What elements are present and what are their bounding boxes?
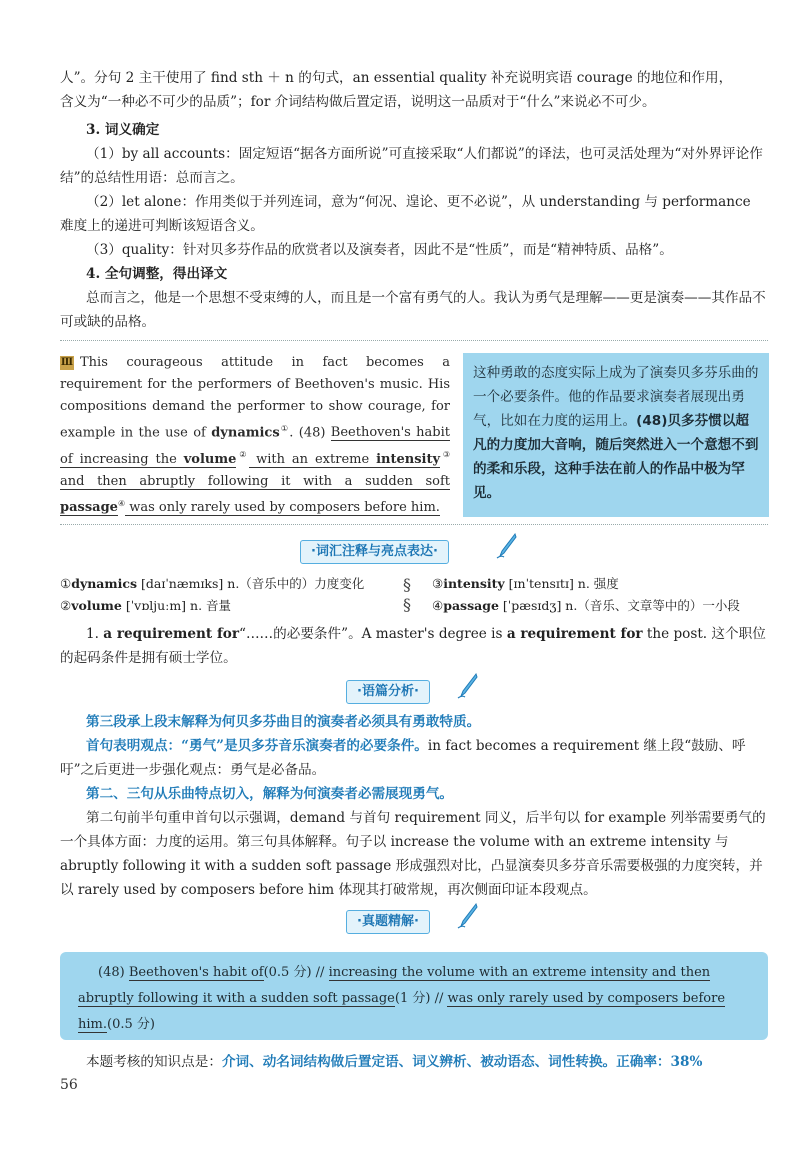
- analysis-heading-2: 第二、三句从乐曲特点切入，解释为何演奏者必需展现勇气。: [86, 786, 454, 802]
- vocab-def: [ˈpæsɪdʒ] n.（音乐、文章等中的）一小段: [498, 598, 740, 613]
- separator-glyph: §: [403, 575, 411, 594]
- note-marker-3: ③: [440, 450, 451, 460]
- intro-paragraph: [60, 66, 768, 114]
- underline-part-3: and then abruptly following it with a sudden soft: [60, 473, 450, 489]
- vocab-num: ④: [432, 598, 444, 613]
- note-meaning: “……的必要条件”。A master's degree is: [239, 626, 507, 642]
- vocab-def: [daɪˈnæmɪks] n.（音乐中的）力度变化: [137, 576, 365, 591]
- note-number: 1.: [86, 626, 104, 642]
- vocab-item: [60, 573, 380, 595]
- phrase-note: [60, 622, 768, 670]
- vocab-num: ②: [60, 598, 72, 613]
- divider: [60, 524, 768, 525]
- answer-part-2: increasing the volume with an extreme intensity and then abruptly following it with a sudden soft passage: [78, 965, 711, 1006]
- knowledge-points: [60, 1050, 768, 1074]
- translation-bold: (48)贝多芬惯以超凡的力度加大音响，随后突然进入一个意想不到的柔和乐段，这种手法在前人的作品中极为罕见。: [473, 413, 759, 501]
- underline-part-4: was only rarely used by composers before him.: [125, 499, 440, 515]
- passage-ref-48: . (48): [289, 425, 331, 441]
- knowledge-prefix: 本题考核的知识点是：: [86, 1054, 222, 1070]
- vocab-col-right: [432, 573, 752, 617]
- quill-pen-icon: [456, 673, 478, 699]
- vocab-item: [432, 573, 752, 595]
- section-4-heading: 4. 全句调整，得出译文: [86, 266, 228, 282]
- divider: [60, 340, 768, 341]
- note-term: a requirement for: [103, 626, 240, 642]
- word-passage: passage: [60, 499, 118, 515]
- analysis-heading-1: 第三段承上段末解释为何贝多芬曲目的演奏者必须具有勇敢特质。: [86, 714, 481, 730]
- underline-part-1: Beethoven's habit of increasing the: [60, 425, 450, 467]
- quill-pen-icon: [456, 903, 478, 929]
- note-marker-1: ①: [279, 424, 290, 433]
- word-intensity: intensity: [376, 451, 441, 467]
- phrase-note-text: [60, 622, 768, 670]
- analysis-section: [60, 710, 768, 902]
- vocab-word: passage: [443, 598, 499, 613]
- intro-line-1: 人”。分句 2 主干使用了 find sth ＋ n 的句式，an essential quality 补充说明宾语 courage 的地位和作用，: [60, 70, 733, 86]
- answer-score-2: (1 分): [394, 991, 431, 1006]
- word-dynamics: dynamics: [211, 425, 280, 441]
- analysis-explain: in fact becomes a requirement 继上段“鼓励、呼吁”之后更进一步强化观点：勇气是必备品。: [60, 738, 746, 778]
- separator-glyph: §: [403, 595, 411, 614]
- knowledge-line: [60, 1050, 768, 1074]
- section-word-meaning: [60, 118, 768, 262]
- intro-line-2: 含义为“一种必不可少的品质”；for 介词结构做后置定语，说明这一品质对于“什么”来说必不可少。: [60, 94, 656, 110]
- vocab-num: ③: [432, 576, 444, 591]
- banner-analysis: ·语篇分析·: [346, 680, 430, 704]
- section-3-item-2: （2）let alone：作用类似于并列连词，意为“何况、遑论、更不必说”，从 understanding 与 performance 难度上的递进可判断该短语含义。: [60, 194, 751, 234]
- analysis-paragraph-1: [60, 734, 768, 782]
- translation-plain: 这种勇敢的态度实际上成为了演奏贝多芬乐曲的一个必要条件。他的作品要求演奏者展现出勇气，比如在力度的运用上。: [473, 365, 759, 429]
- answer-part-1: Beethoven's habit of: [128, 965, 264, 980]
- vocab-item: [432, 595, 752, 617]
- passage-english: [60, 352, 450, 519]
- section-3-item-1: （1）by all accounts：固定短语“据各方面所说”可直接采取“人们都说”的译法，也可灵活处理为“对外界评论作结”的总结性用语：总而言之。: [60, 146, 763, 186]
- vocab-def: [ˈvɒljuːm] n. 音量: [121, 598, 232, 613]
- note-marker-2: ②: [236, 450, 250, 460]
- answer-box: [60, 952, 768, 1040]
- note-marker-4: ④: [117, 498, 126, 508]
- vocab-word: intensity: [443, 576, 505, 591]
- section-3-heading: 3. 词义确定: [86, 122, 160, 138]
- vocab-word: volume: [71, 598, 122, 613]
- quill-pen-icon: [495, 533, 517, 559]
- section-4-translation: 总而言之，他是一个思想不受束缚的人，而且是一个富有勇气的人。我认为勇气是理解——更是演奏——其作品不可或缺的品格。: [60, 290, 766, 330]
- answer-score-3: (0.5 分): [107, 1017, 155, 1032]
- answer-separator: //: [311, 965, 329, 980]
- section-3-item-3: （3）quality：针对贝多芬作品的欣赏者以及演奏者，因此不是“性质”，而是“精神特质、品格”。: [86, 242, 673, 258]
- note-example-rest: the post. 这个职位的起码条件是拥有硕士学位。: [60, 626, 766, 666]
- analysis-point: 首句表明观点：“勇气”是贝多芬音乐演奏者的必要条件。: [86, 738, 428, 754]
- banner-vocab: ·词汇注释与亮点表达·: [300, 540, 449, 564]
- vocab-separator: [403, 575, 411, 615]
- passage-translation-box: [463, 353, 769, 517]
- analysis-paragraph-2: 第二句前半句重申首句以示强调，demand 与首句 requirement 同义，后半句以 for example 列举需要勇气的一个具体方面：力度的运用。第三句具体解释。句子以 increase the volume with an extreme intensity 与 abruptly following it with a sudden soft passage 形成强烈对比，凸显演奏贝多芬音乐需要极强的力度突转，并以 rarely used by composers before him 体现其打破常规，再次侧面印证本段观点。: [60, 810, 766, 898]
- vocab-col-left: [60, 573, 380, 617]
- vocab-num: ①: [60, 576, 72, 591]
- knowledge-list: 介词、动名词结构做后置定语、词义辨析、被动语态、词性转换。正确率：38%: [221, 1054, 703, 1070]
- answer-part-3: was only rarely used by composers before him.: [78, 991, 726, 1032]
- underline-part-2: with an extreme: [249, 451, 377, 467]
- note-term-example: a requirement for: [506, 626, 643, 642]
- paragraph-numeral-badge: Ⅲ: [60, 356, 74, 368]
- answer-separator: //: [430, 991, 448, 1006]
- vocab-def: [ɪnˈtensɪtɪ] n. 强度: [504, 576, 619, 591]
- banner-answer: ·真题精解·: [346, 910, 430, 934]
- passage-sentence-1: This courageous attitude in fact becomes a requirement for the performers of Beethoven's music. His compositions demand the performer to show courage, for example in the use of: [60, 355, 450, 441]
- word-volume: volume: [183, 451, 237, 467]
- page-number: 56: [60, 1077, 78, 1093]
- answer-number: (48): [98, 965, 129, 980]
- answer-score-1: (0.5 分): [263, 965, 312, 980]
- vocab-item: [60, 595, 380, 617]
- section-adjust: [60, 262, 768, 334]
- vocab-word: dynamics: [71, 576, 138, 591]
